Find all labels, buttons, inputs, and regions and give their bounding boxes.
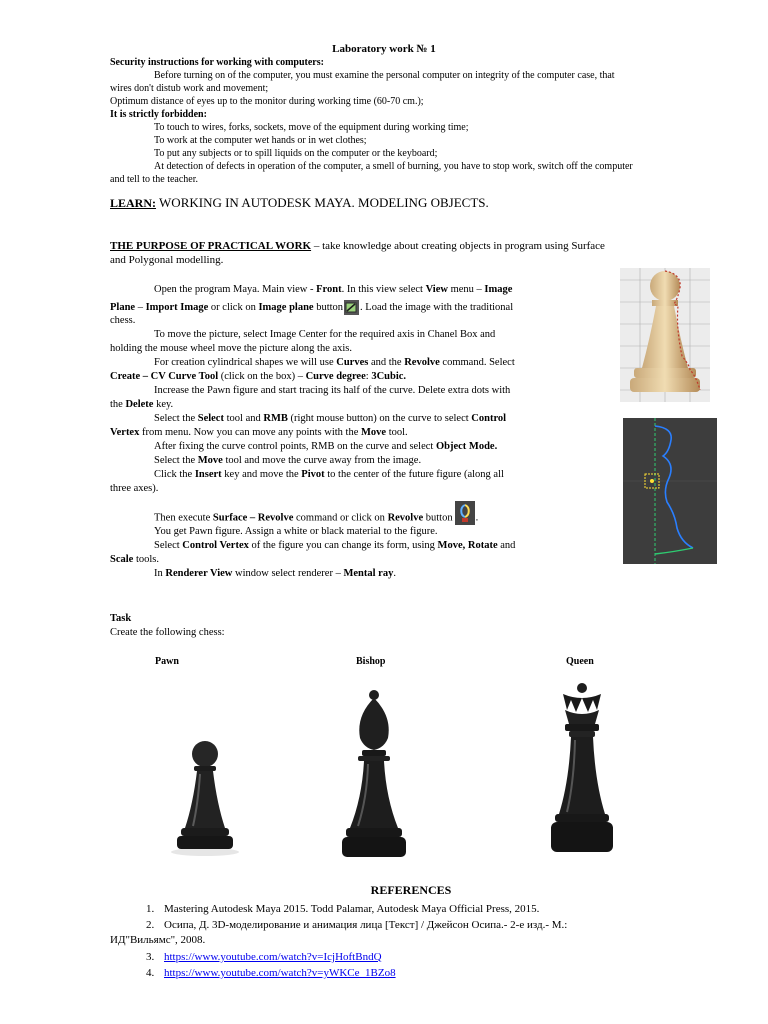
reference-2-text: Осипа, Д. 3D-моделирование и анимация лица [Текст] / Джейсон Осипа.- 2-е изд.- М.:: [164, 919, 568, 931]
step3-line2: Create – CV Curve Tool (click on the box) – Curve degree: 3Cubic.: [110, 371, 407, 382]
pawn-image: [133, 724, 273, 860]
reference-2-number: 2.: [146, 919, 155, 931]
reference-2-text-line2: ИД"Вильямс", 2008.: [110, 934, 206, 946]
step10: You get Pawn figure. Assign a white or black material to the figure.: [154, 526, 438, 537]
security-p1-line2: wires don't distub work and movement;: [110, 83, 269, 94]
step7: Select the Move tool and move the curve away from the image.: [154, 455, 422, 466]
forbidden-item-1: To touch to wires, forks, sockets, move of the equipment during working time;: [154, 122, 469, 133]
piece-label-queen: Queen: [566, 656, 594, 667]
piece-label-pawn: Pawn: [155, 656, 179, 667]
reference-1-text: Mastering Autodesk Maya 2015. Todd Palamar, Autodesk Maya Official Press, 2015.: [164, 903, 540, 915]
step3-line1: For creation cylindrical shapes we will use Curves and the Revolve command. Select: [154, 357, 515, 368]
reference-3-number: 3.: [146, 951, 155, 963]
step5-line1: Select the Select tool and RMB (right mouse button) on the curve to select Control: [154, 413, 507, 424]
security-p1-line1: Before turning on of the computer, you must examine the personal computer on integrity of the computer case, that: [154, 70, 615, 81]
revolve-icon[interactable]: [455, 501, 475, 525]
step12: In Renderer View window select renderer – Mental ray.: [154, 568, 396, 579]
pawn-trace-image: [620, 268, 710, 402]
page-title: Laboratory work № 1: [332, 43, 436, 55]
bishop-image: [326, 688, 422, 864]
step11-line2: Scale tools.: [110, 554, 159, 565]
step1-line1: Open the program Maya. Main view - Front. In this view select View menu – Image: [154, 284, 513, 295]
purpose-line1: [110, 239, 605, 253]
queen-image: [475, 672, 689, 868]
learn-text: WORKING IN AUTODESK MAYA. MODELING OBJECTS.: [159, 195, 489, 210]
maya-curve-screenshot: [623, 418, 717, 564]
step9: Then execute Surface – Revolve command or click on Revolve button .: [154, 511, 478, 525]
purpose-text: – take knowledge about creating objects in program using Surface: [311, 240, 605, 252]
step11-line1: Select Control Vertex of the figure you can change its form, using Move, Rotate and: [154, 540, 516, 551]
purpose-line2: and Polygonal modelling.: [110, 254, 224, 266]
step6: After fixing the curve control points, RMB on the curve and select Object Mode.: [154, 441, 498, 452]
task-text: Create the following chess:: [110, 627, 225, 638]
step1-line3: chess.: [110, 315, 136, 326]
forbidden-item-3: To put any subjects or to spill liquids on the computer or the keyboard;: [154, 148, 438, 159]
step1-line2: Plane – Import Image or click on Image plane button . Load the image with the traditional: [110, 300, 513, 315]
reference-1-number: 1.: [146, 903, 155, 915]
security-heading: Security instructions for working with computers:: [110, 57, 324, 68]
security-p2: Optimum distance of eyes up to the monitor during working time (60-70 cm.);: [110, 96, 424, 107]
image-plane-icon[interactable]: [344, 300, 359, 315]
piece-label-bishop: Bishop: [356, 656, 386, 667]
step5-line2: Vertex from menu. Now you can move any points with the Move tool.: [110, 427, 408, 438]
task-label: Task: [110, 613, 132, 624]
learn-line: [110, 195, 489, 211]
step8-line1: Click the Insert key and move the Pivot to the center of the future figure (along all: [154, 469, 504, 480]
forbidden-item-4-line2: and tell to the teacher.: [110, 174, 199, 185]
step4-line2: the Delete key.: [110, 399, 174, 410]
step2-line2: holding the mouse wheel move the picture along the axis.: [110, 343, 353, 354]
learn-label: LEARN:: [110, 196, 157, 210]
step8-line2: three axes).: [110, 483, 159, 494]
reference-4-number: 4.: [146, 967, 155, 979]
step4-line1: Increase the Pawn figure and start tracing its half of the curve. Delete extra dots with: [154, 385, 511, 396]
step2-line1: To move the picture, select Image Center for the required axis in Chanel Box and: [154, 329, 496, 340]
purpose-label: THE PURPOSE OF PRACTICAL WORK: [110, 240, 312, 252]
forbidden-item-2: To work at the computer wet hands or in wet clothes;: [154, 135, 367, 146]
reference-3-link[interactable]: https://www.youtube.com/watch?v=IcjHoftBndQ: [164, 951, 382, 963]
reference-4-link[interactable]: https://www.youtube.com/watch?v=yWKCe_1BZo8: [164, 967, 396, 979]
references-heading: REFERENCES: [370, 883, 452, 897]
forbidden-item-4-line1: At detection of defects in operation of the computer, a smell of burning, you have to stop work, switch off the computer: [154, 161, 633, 172]
forbidden-heading: It is strictly forbidden:: [110, 109, 207, 120]
